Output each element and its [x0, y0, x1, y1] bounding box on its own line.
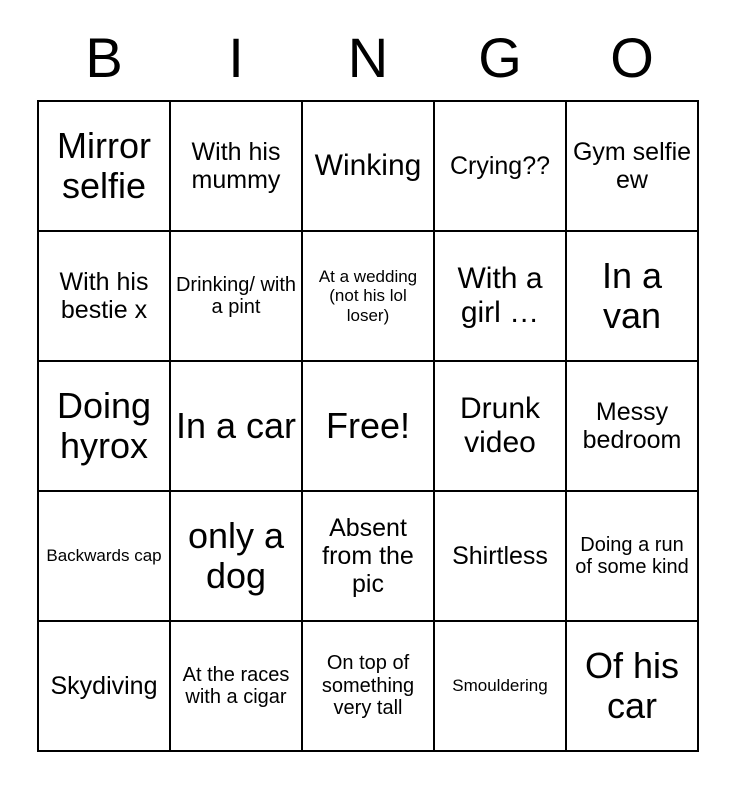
bingo-cell[interactable]	[303, 102, 435, 232]
bingo-cell[interactable]	[39, 102, 171, 232]
bingo-cell[interactable]	[171, 362, 303, 492]
header-letter-i: I	[228, 26, 244, 89]
header-letter-g: G	[478, 26, 522, 89]
bingo-cell-label: With his bestie x	[59, 268, 149, 324]
bingo-cell-label: Smouldering	[452, 676, 548, 696]
bingo-cell-free[interactable]	[303, 362, 435, 492]
bingo-cell-label: In a car	[175, 404, 297, 446]
bingo-cell-label: Doing hyrox	[56, 384, 152, 466]
bingo-cell[interactable]	[39, 362, 171, 492]
bingo-cell-label: Gym selfie ew	[572, 138, 692, 194]
bingo-cell-label: Absent from the pic	[322, 514, 414, 598]
bingo-cell[interactable]	[435, 492, 567, 622]
bingo-grid	[37, 100, 699, 752]
bingo-cell-label: On top of something very tall	[321, 652, 415, 720]
bingo-cell-label: Crying??	[449, 152, 551, 180]
bingo-cell[interactable]	[567, 622, 699, 752]
bingo-cell[interactable]	[39, 622, 171, 752]
bingo-cell-label: Doing a run of some kind	[575, 533, 689, 578]
bingo-cell[interactable]	[303, 492, 435, 622]
bingo-cell-label: With a girl …	[457, 262, 543, 329]
bingo-cell[interactable]	[435, 232, 567, 362]
bingo-cell[interactable]	[39, 492, 171, 622]
bingo-cell-label: With his mummy	[191, 138, 281, 194]
bingo-cell[interactable]	[171, 232, 303, 362]
header-letter-n: N	[347, 26, 389, 89]
bingo-cell-label: Skydiving	[50, 672, 158, 700]
bingo-cell-label: At a wedding (not his lol loser)	[318, 267, 418, 325]
bingo-cell[interactable]	[171, 622, 303, 752]
bingo-cell-label: Winking	[314, 149, 422, 183]
header-letter-b: B	[85, 26, 123, 89]
bingo-cell[interactable]	[567, 102, 699, 232]
bingo-cell-label: Messy bedroom	[582, 398, 682, 454]
bingo-cell-label: Backwards cap	[46, 546, 162, 566]
bingo-header	[38, 26, 698, 90]
bingo-cell[interactable]	[567, 232, 699, 362]
bingo-cell[interactable]	[171, 492, 303, 622]
bingo-cell[interactable]	[567, 362, 699, 492]
bingo-cell[interactable]	[303, 622, 435, 752]
header-letter-o: O	[610, 26, 654, 89]
bingo-cell-label: Of his car	[584, 644, 680, 726]
bingo-cell[interactable]	[303, 232, 435, 362]
bingo-cell[interactable]	[39, 232, 171, 362]
bingo-cell[interactable]	[435, 102, 567, 232]
bingo-cell-label: Free!	[325, 404, 411, 446]
bingo-cell-label: Drinking/ with a pint	[175, 273, 297, 318]
bingo-cell[interactable]	[435, 362, 567, 492]
bingo-cell-label: Shirtless	[452, 542, 548, 570]
bingo-cell-label: Drunk video	[459, 392, 541, 459]
bingo-cell-label: only a dog	[187, 514, 285, 596]
bingo-cell-label: Mirror selfie	[57, 124, 151, 206]
bingo-cell[interactable]	[435, 622, 567, 752]
bingo-cell-label: At the races with a cigar	[182, 663, 290, 708]
bingo-cell[interactable]	[567, 492, 699, 622]
bingo-cell[interactable]	[171, 102, 303, 232]
bingo-cell-label: In a van	[601, 254, 663, 336]
